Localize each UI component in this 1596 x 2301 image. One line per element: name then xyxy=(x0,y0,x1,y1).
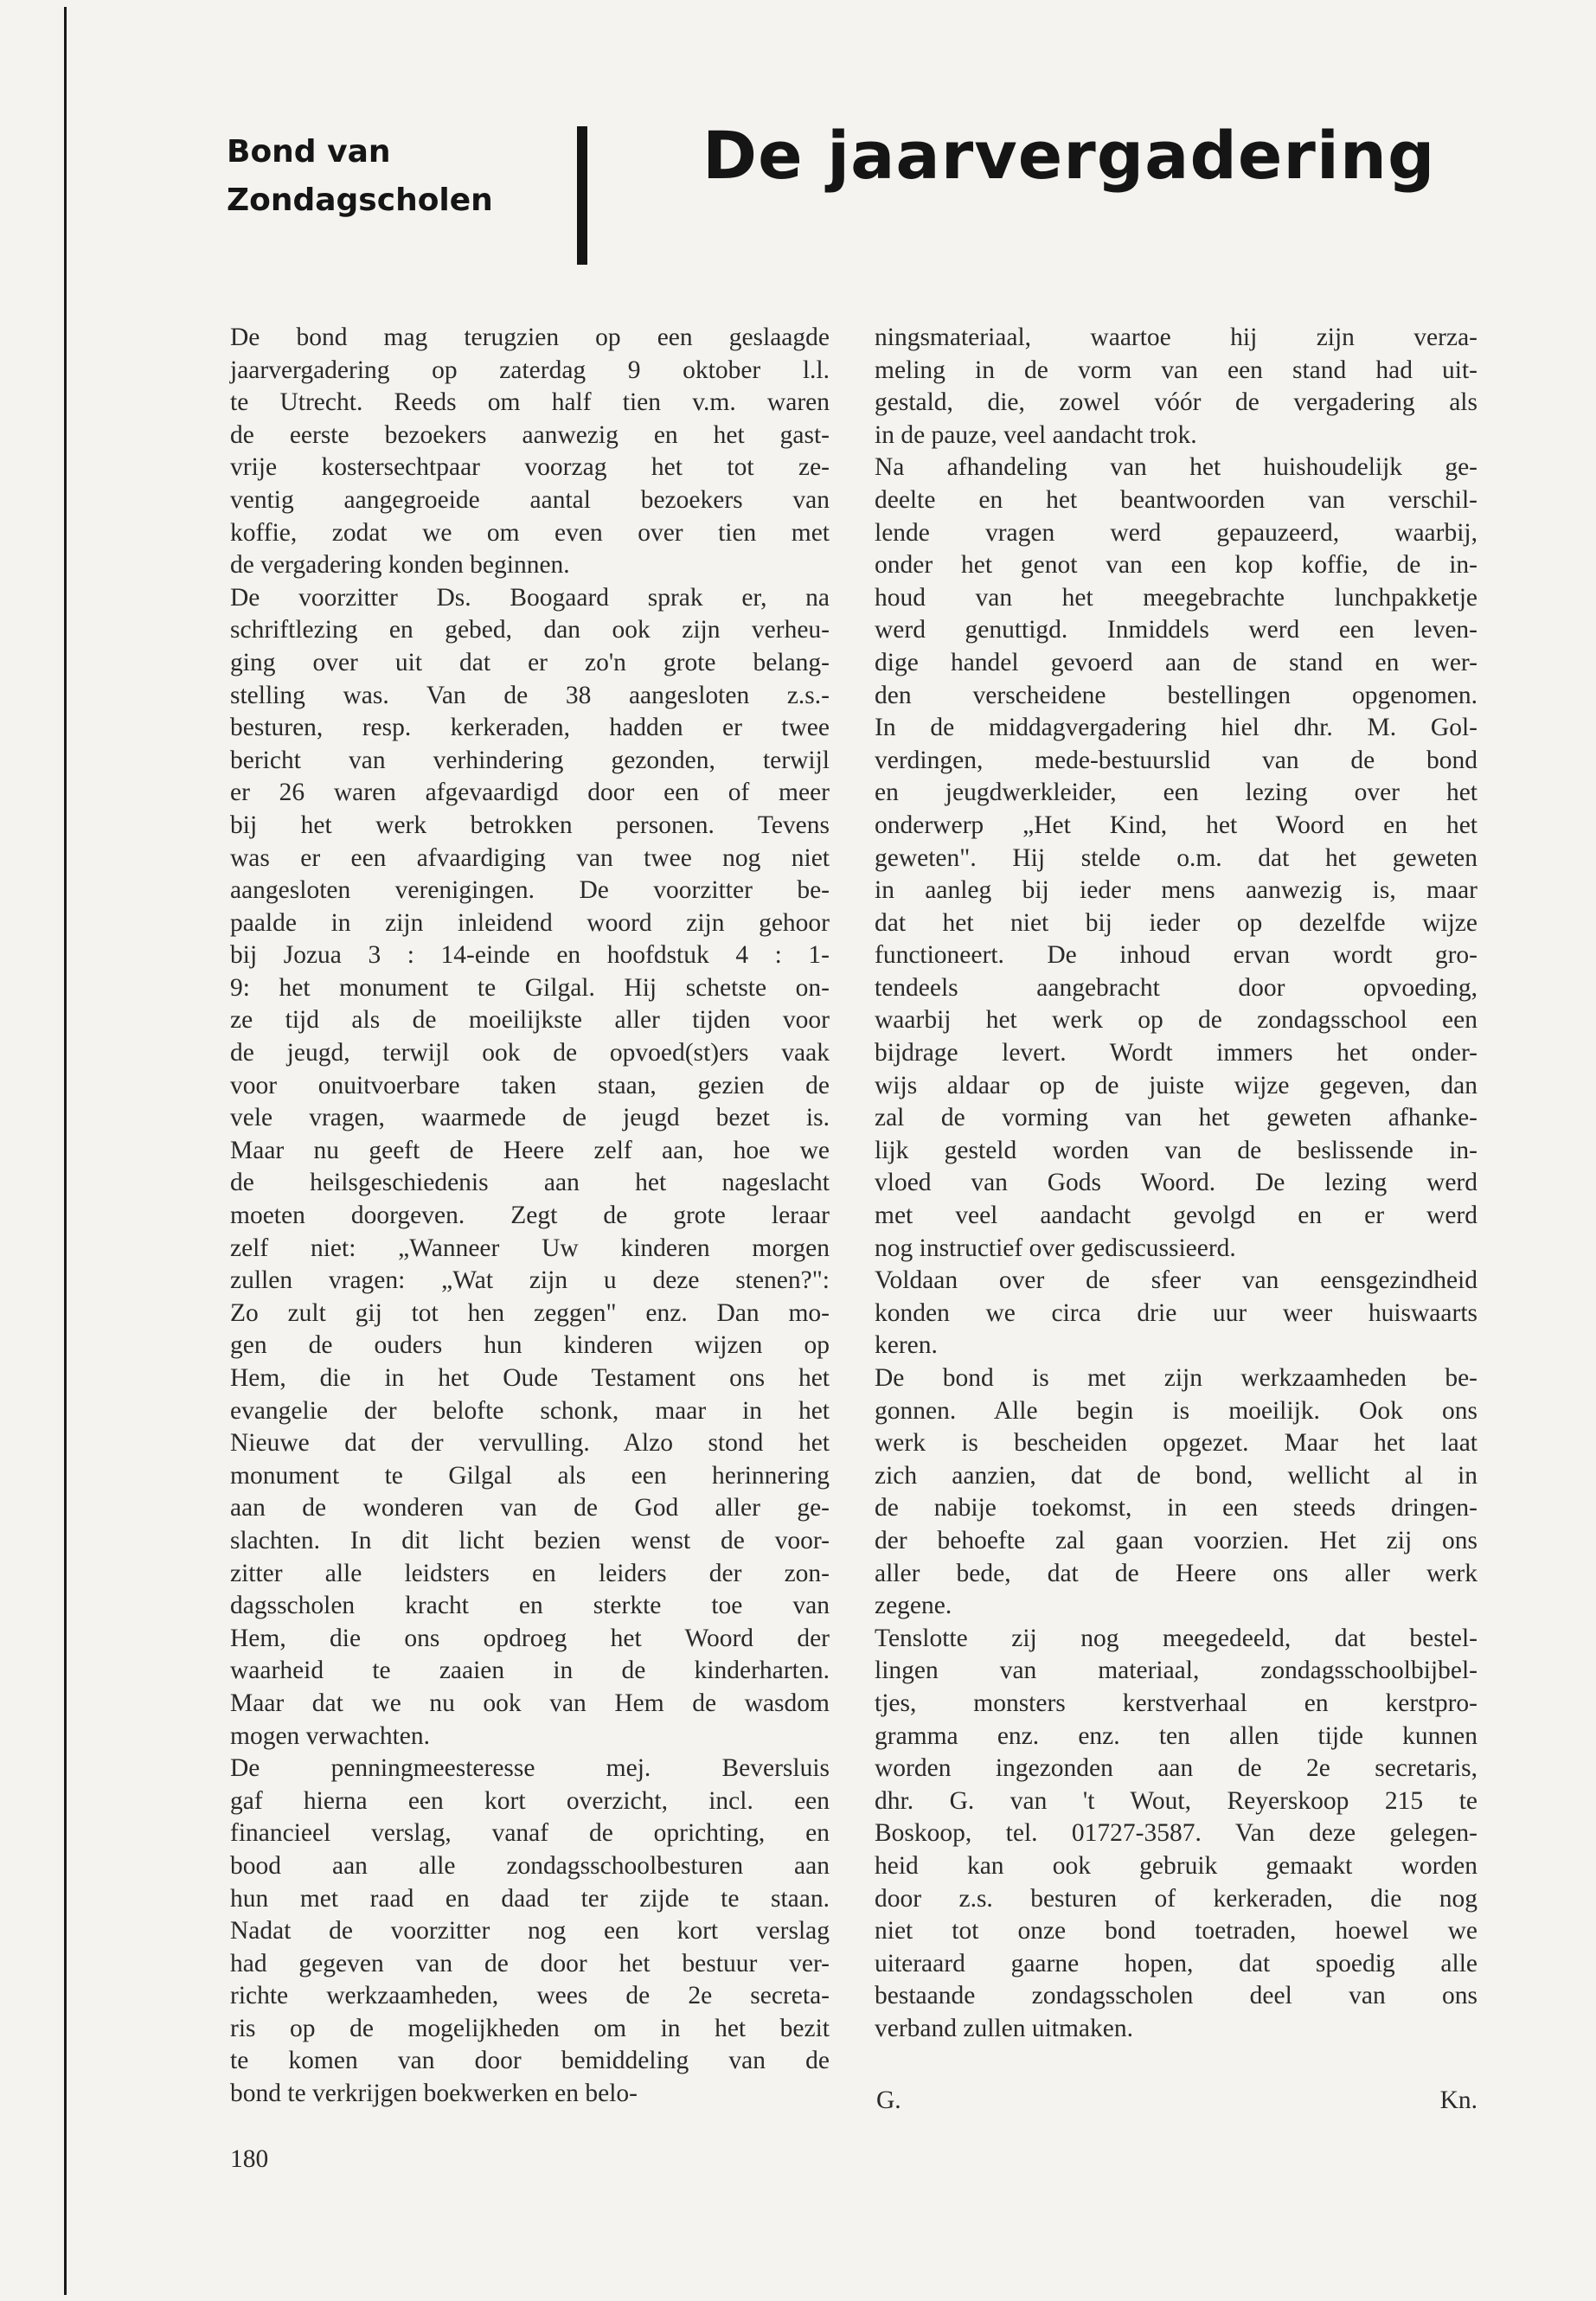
text-line: bood aan alle zondagsschoolbesturen aan xyxy=(230,1851,830,1880)
text-line: lijk gesteld worden van de beslissende in- xyxy=(875,1136,1477,1164)
text-line: uiteraard gaarne hopen, dat spoedig alle xyxy=(875,1949,1477,1977)
text-line: houd van het meegebrachte lunchpakketje xyxy=(875,583,1477,612)
text-line: lende vragen werd gepauzeerd, waarbij, xyxy=(875,518,1477,547)
text-line: richte werkzaamheden, wees de 2e secreta- xyxy=(230,1982,830,2010)
header-divider xyxy=(577,126,587,265)
text-line: Zo zult gij tot hen zeggen" enz. Dan mo- xyxy=(230,1298,830,1327)
text-line: bond te verkrijgen boekwerken en belo- xyxy=(230,2080,638,2108)
text-line: hun met raad en daad ter zijde te staan. xyxy=(230,1884,830,1913)
text-line: dat het niet bij ieder op dezelfde wijze xyxy=(875,908,1477,937)
text-line: Maar dat we nu ook van Hem de wasdom xyxy=(230,1689,830,1717)
text-line: zegene. xyxy=(875,1592,952,1620)
margin-rule xyxy=(64,7,67,2295)
text-line: meling in de vorm van een stand had uit- xyxy=(875,356,1477,384)
text-line: ningsmateriaal, waartoe hij zijn verza- xyxy=(875,324,1477,351)
text-line: werk is bescheiden opgezet. Maar het laat xyxy=(875,1429,1477,1458)
text-line: tendeels aangebracht door opvoeding, xyxy=(875,973,1477,1002)
text-line: de jeugd, terwijl ook de opvoed(st)ers vaak xyxy=(230,1039,830,1067)
text-line: gaf hierna een kort overzicht, incl. een xyxy=(230,1786,830,1815)
text-line: ze tijd als de moeilijkste aller tijden voor xyxy=(230,1006,830,1035)
text-line: de vergadering konden beginnen. xyxy=(230,551,570,580)
signature xyxy=(876,2086,1477,2121)
text-line: gramma enz. enz. ten allen tijde kunnen xyxy=(875,1721,1477,1750)
section-label-line-2: Zondagscholen xyxy=(227,183,493,218)
text-line: was er een afvaardiging van twee nog niet xyxy=(230,843,830,872)
text-line: gen de ouders hun kinderen wijzen op xyxy=(230,1331,830,1360)
text-line: bij Jozua 3 : 14-einde en hoofdstuk 4 : 1- xyxy=(230,941,830,970)
text-line: Boskoop, tel. 01727-3587. Van deze gelegen- xyxy=(875,1819,1477,1848)
text-line: De bond mag terugzien op een geslaagde xyxy=(230,324,830,351)
text-line: en jeugdwerkleider, een lezing over het xyxy=(875,779,1477,807)
text-line: dige handel gevoerd aan de stand en wer- xyxy=(875,648,1477,676)
text-line: slachten. In dit licht bezien wenst de voor- xyxy=(230,1526,830,1554)
text-line: dhr. G. van 't Wout, Reyerskoop 215 te xyxy=(875,1786,1477,1815)
text-line: aan de wonderen van de God aller ge- xyxy=(230,1494,830,1522)
text-line: geweten". Hij stelde o.m. dat het geweten xyxy=(875,843,1477,872)
text-line: wijs aldaar op de juiste wijze gegeven, dan xyxy=(875,1071,1477,1099)
text-line: de heilsgeschiedenis aan het nageslacht xyxy=(230,1169,830,1197)
text-line: aller bede, dat de Heere ons aller werk xyxy=(875,1559,1477,1587)
text-line: door z.s. besturen of kerkeraden, die nog xyxy=(875,1884,1477,1913)
text-line: Maar nu geeft de Heere zelf aan, hoe we xyxy=(230,1136,830,1164)
text-line: Na afhandeling van het huishoudelijk ge- xyxy=(875,453,1477,482)
signature-name: Kn. xyxy=(1439,2086,1477,2114)
page-number: 180 xyxy=(230,2145,269,2173)
text-line: zitter alle leidsters en leiders der zon- xyxy=(230,1559,830,1587)
text-line: tjes, monsters kerstverhaal en kerstpro- xyxy=(875,1689,1477,1717)
text-line: vloed van Gods Woord. De lezing werd xyxy=(875,1169,1477,1197)
text-line: der behoefte zal gaan voorzien. Het zij ons xyxy=(875,1526,1477,1554)
text-line: den verscheidene bestellingen opgenomen. xyxy=(875,681,1477,709)
text-line: bericht van verhindering gezonden, terwijl xyxy=(230,746,830,774)
signature-initial: G. xyxy=(876,2086,901,2114)
text-line: gestald, die, zowel vóór de vergadering als xyxy=(875,388,1477,417)
section-label xyxy=(227,128,493,225)
text-line: er 26 waren afgevaardigd door een of meer xyxy=(230,779,830,807)
text-line: dagsscholen kracht en sterkte toe van xyxy=(230,1592,830,1620)
text-line: waarheid te zaaien in de kinderharten. xyxy=(230,1657,830,1685)
text-line: te komen van door bemiddeling van de xyxy=(230,2047,830,2075)
section-label-line-1: Bond van xyxy=(227,134,391,170)
text-line: Tenslotte zij nog meegedeeld, dat bestel- xyxy=(875,1624,1477,1652)
text-line: bestaande zondagsscholen deel van ons xyxy=(875,1982,1477,2010)
text-line: verdingen, mede-bestuurslid van de bond xyxy=(875,746,1477,774)
text-line: Nieuwe dat der vervulling. Alzo stond het xyxy=(230,1429,830,1458)
text-line: onderwerp „Het Kind, het Woord en het xyxy=(875,811,1477,839)
text-line: zal de vorming van het geweten afhanke- xyxy=(875,1104,1477,1132)
article-column-left xyxy=(230,322,830,2111)
text-line: bij het werk betrokken personen. Tevens xyxy=(230,811,830,839)
text-line: In de middagvergadering hiel dhr. M. Gol- xyxy=(875,714,1477,742)
text-line: Hem, die ons opdroeg het Woord der xyxy=(230,1624,830,1652)
text-line: verband zullen uitmaken. xyxy=(875,2014,1133,2042)
text-line: worden ingezonden aan de 2e secretaris, xyxy=(875,1754,1477,1783)
text-line: paalde in zijn inleidend woord zijn gehoor xyxy=(230,908,830,937)
text-line: in aanleg bij ieder mens aanwezig is, maar xyxy=(875,876,1477,905)
text-line: Nadat de voorzitter nog een kort verslag xyxy=(230,1917,830,1945)
text-line: in de pauze, veel aandacht trok. xyxy=(875,420,1197,449)
text-line: onder het genot van een kop koffie, de in- xyxy=(875,551,1477,580)
text-line: 9: het monument te Gilgal. Hij schetste on- xyxy=(230,973,830,1002)
text-line: mogen verwachten. xyxy=(230,1721,430,1750)
text-line: vrije kostersechtpaar voorzag het tot ze- xyxy=(230,453,830,482)
text-line: nog instructief over gediscussieerd. xyxy=(875,1234,1236,1262)
text-line: stelling was. Van de 38 aangesloten z.s.- xyxy=(230,681,830,709)
text-line: financieel verslag, vanaf de oprichting, en xyxy=(230,1819,830,1848)
text-line: de nabije toekomst, in een steeds dringen- xyxy=(875,1494,1477,1522)
text-line: te Utrecht. Reeds om half tien v.m. waren xyxy=(230,388,830,417)
article-column-right xyxy=(875,322,1477,2045)
text-line: bijdrage levert. Wordt immers het onder- xyxy=(875,1039,1477,1067)
text-line: vele vragen, waarmede de jeugd bezet is. xyxy=(230,1104,830,1132)
text-line: had gegeven van de door het bestuur ver- xyxy=(230,1949,830,1977)
text-line: lingen van materiaal, zondagsschoolbijbel- xyxy=(875,1657,1477,1685)
text-line: evangelie der belofte schonk, maar in het xyxy=(230,1396,830,1425)
text-line: zullen vragen: „Wat zijn u deze stenen?": xyxy=(230,1266,830,1295)
text-line: konden we circa drie uur weer huiswaarts xyxy=(875,1298,1477,1327)
text-line: schriftlezing en gebed, dan ook zijn verheu- xyxy=(230,616,830,644)
article-title: De jaarvergadering xyxy=(702,117,1436,194)
text-line: deelte en het beantwoorden van verschil- xyxy=(875,485,1477,514)
text-line: aangesloten verenigingen. De voorzitter be- xyxy=(230,876,830,905)
text-line: niet tot onze bond toetraden, hoewel we xyxy=(875,1917,1477,1945)
text-line: functioneert. De inhoud ervan wordt gro- xyxy=(875,941,1477,970)
text-line: jaarvergadering op zaterdag 9 oktober l.l. xyxy=(230,356,830,384)
text-line: De voorzitter Ds. Boogaard sprak er, na xyxy=(230,583,830,612)
text-line: Voldaan over de sfeer van eensgezindheid xyxy=(875,1266,1477,1295)
text-line: werd genuttigd. Inmiddels werd een leven- xyxy=(875,616,1477,644)
text-line: besturen, resp. kerkeraden, hadden er twee xyxy=(230,714,830,742)
text-line: gonnen. Alle begin is moeilijk. Ook ons xyxy=(875,1396,1477,1425)
text-line: De bond is met zijn werkzaamheden be- xyxy=(875,1364,1477,1392)
text-line: de eerste bezoekers aanwezig en het gast- xyxy=(230,420,830,449)
text-line: ging over uit dat er zo'n grote belang- xyxy=(230,648,830,676)
text-line: zelf niet: „Wanneer Uw kinderen morgen xyxy=(230,1234,830,1262)
text-line: voor onuitvoerbare taken staan, gezien de xyxy=(230,1071,830,1099)
text-line: keren. xyxy=(875,1331,938,1360)
text-line: zich aanzien, dat de bond, wellicht al in xyxy=(875,1461,1477,1490)
text-line: ventig aangegroeide aantal bezoekers van xyxy=(230,485,830,514)
text-line: koffie, zodat we om even over tien met xyxy=(230,518,830,547)
text-line: heid kan ook gebruik gemaakt worden xyxy=(875,1851,1477,1880)
text-line: moeten doorgeven. Zegt de grote leraar xyxy=(230,1202,830,1230)
text-line: met veel aandacht gevolgd en er werd xyxy=(875,1202,1477,1230)
text-line: De penningmeesteresse mej. Beversluis xyxy=(230,1754,830,1783)
text-line: Hem, die in het Oude Testament ons het xyxy=(230,1364,830,1392)
text-line: ris op de mogelijkheden om in het bezit xyxy=(230,2014,830,2042)
text-line: waarbij het werk op de zondagsschool een xyxy=(875,1006,1477,1035)
text-line: monument te Gilgal als een herinnering xyxy=(230,1461,830,1490)
